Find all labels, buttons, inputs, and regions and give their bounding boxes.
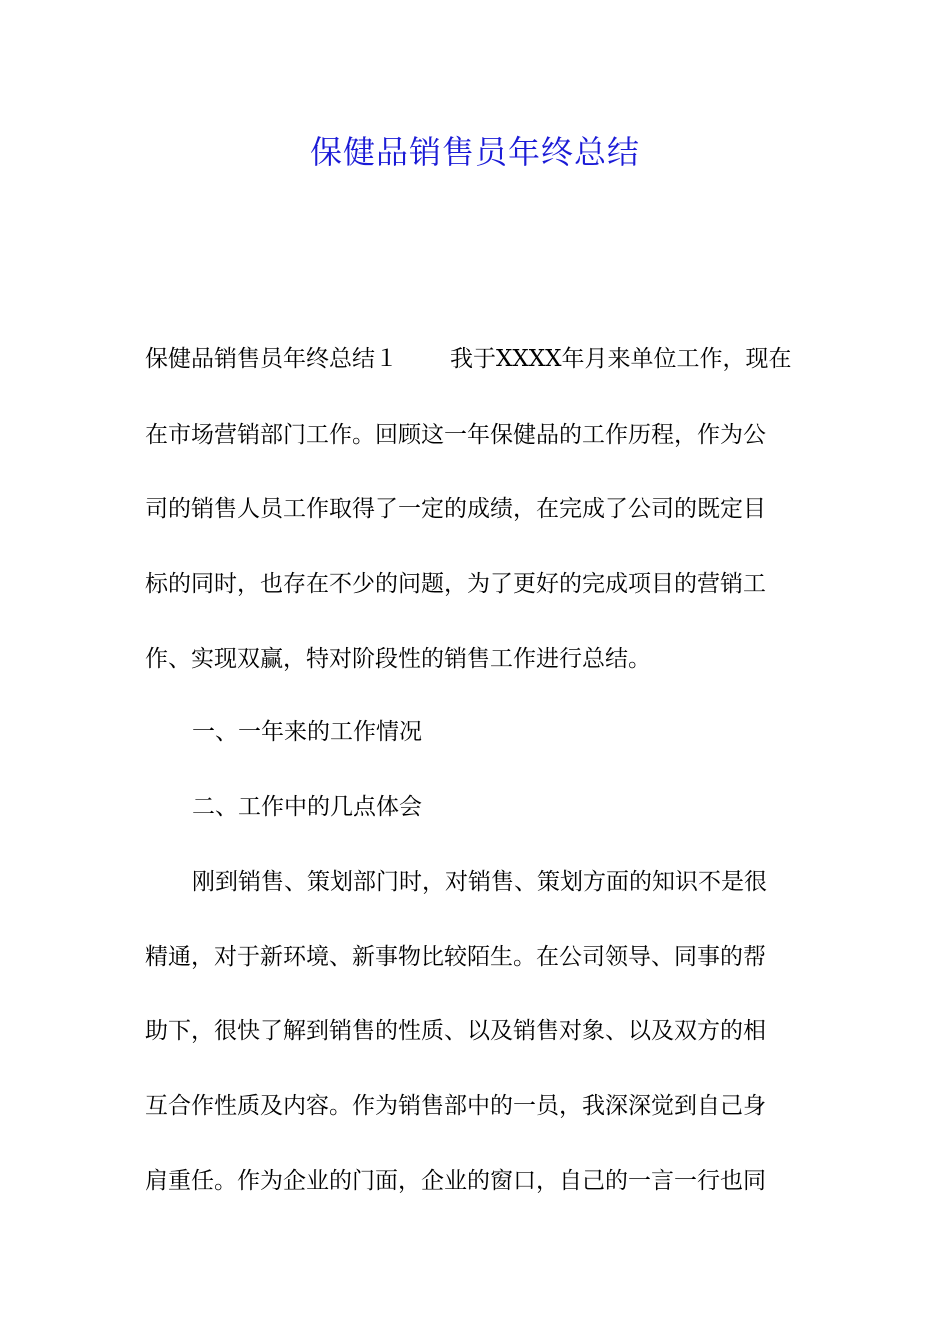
text-line-9: 精通，对于新环境、新事物比较陌生。在公司领导、同事的帮 (145, 944, 766, 970)
text-line-4: 标的同时，也存在不少的问题，为了更好的完成项目的营销工 (145, 571, 766, 597)
text-line-11: 互合作性质及内容。作为销售部中的一员，我深深觉到自己身 (145, 1093, 766, 1119)
text-line-10: 助下，很快了解到销售的性质、以及销售对象、以及双方的相 (145, 1018, 766, 1044)
text-line-1 (145, 339, 792, 379)
text-line-5: 作、实现双赢，特对阶段性的销售工作进行总结。 (145, 646, 651, 672)
text-line-8: 刚到销售、策划部门时，对销售、策划方面的知识不是很 (192, 869, 767, 895)
subheading-work-status: 一、一年来的工作情况 (192, 719, 422, 745)
text-line-3: 司的销售人员工作取得了一定的成绩，在完成了公司的既定目 (145, 496, 766, 522)
document-title: 保健品销售员年终总结 (309, 133, 640, 171)
subheading-experience: 二、工作中的几点体会 (192, 794, 422, 820)
paragraph-start: 我于XXXX年月来单位工作，现在 (450, 346, 792, 372)
text-line-2: 在市场营销部门工作。回顾这一年保健品的工作历程，作为公 (145, 422, 766, 448)
section-heading-inline: 保健品销售员年终总结１ (145, 346, 398, 372)
text-line-12: 肩重任。作为企业的门面，企业的窗口，自己的一言一行也同 (145, 1168, 766, 1194)
